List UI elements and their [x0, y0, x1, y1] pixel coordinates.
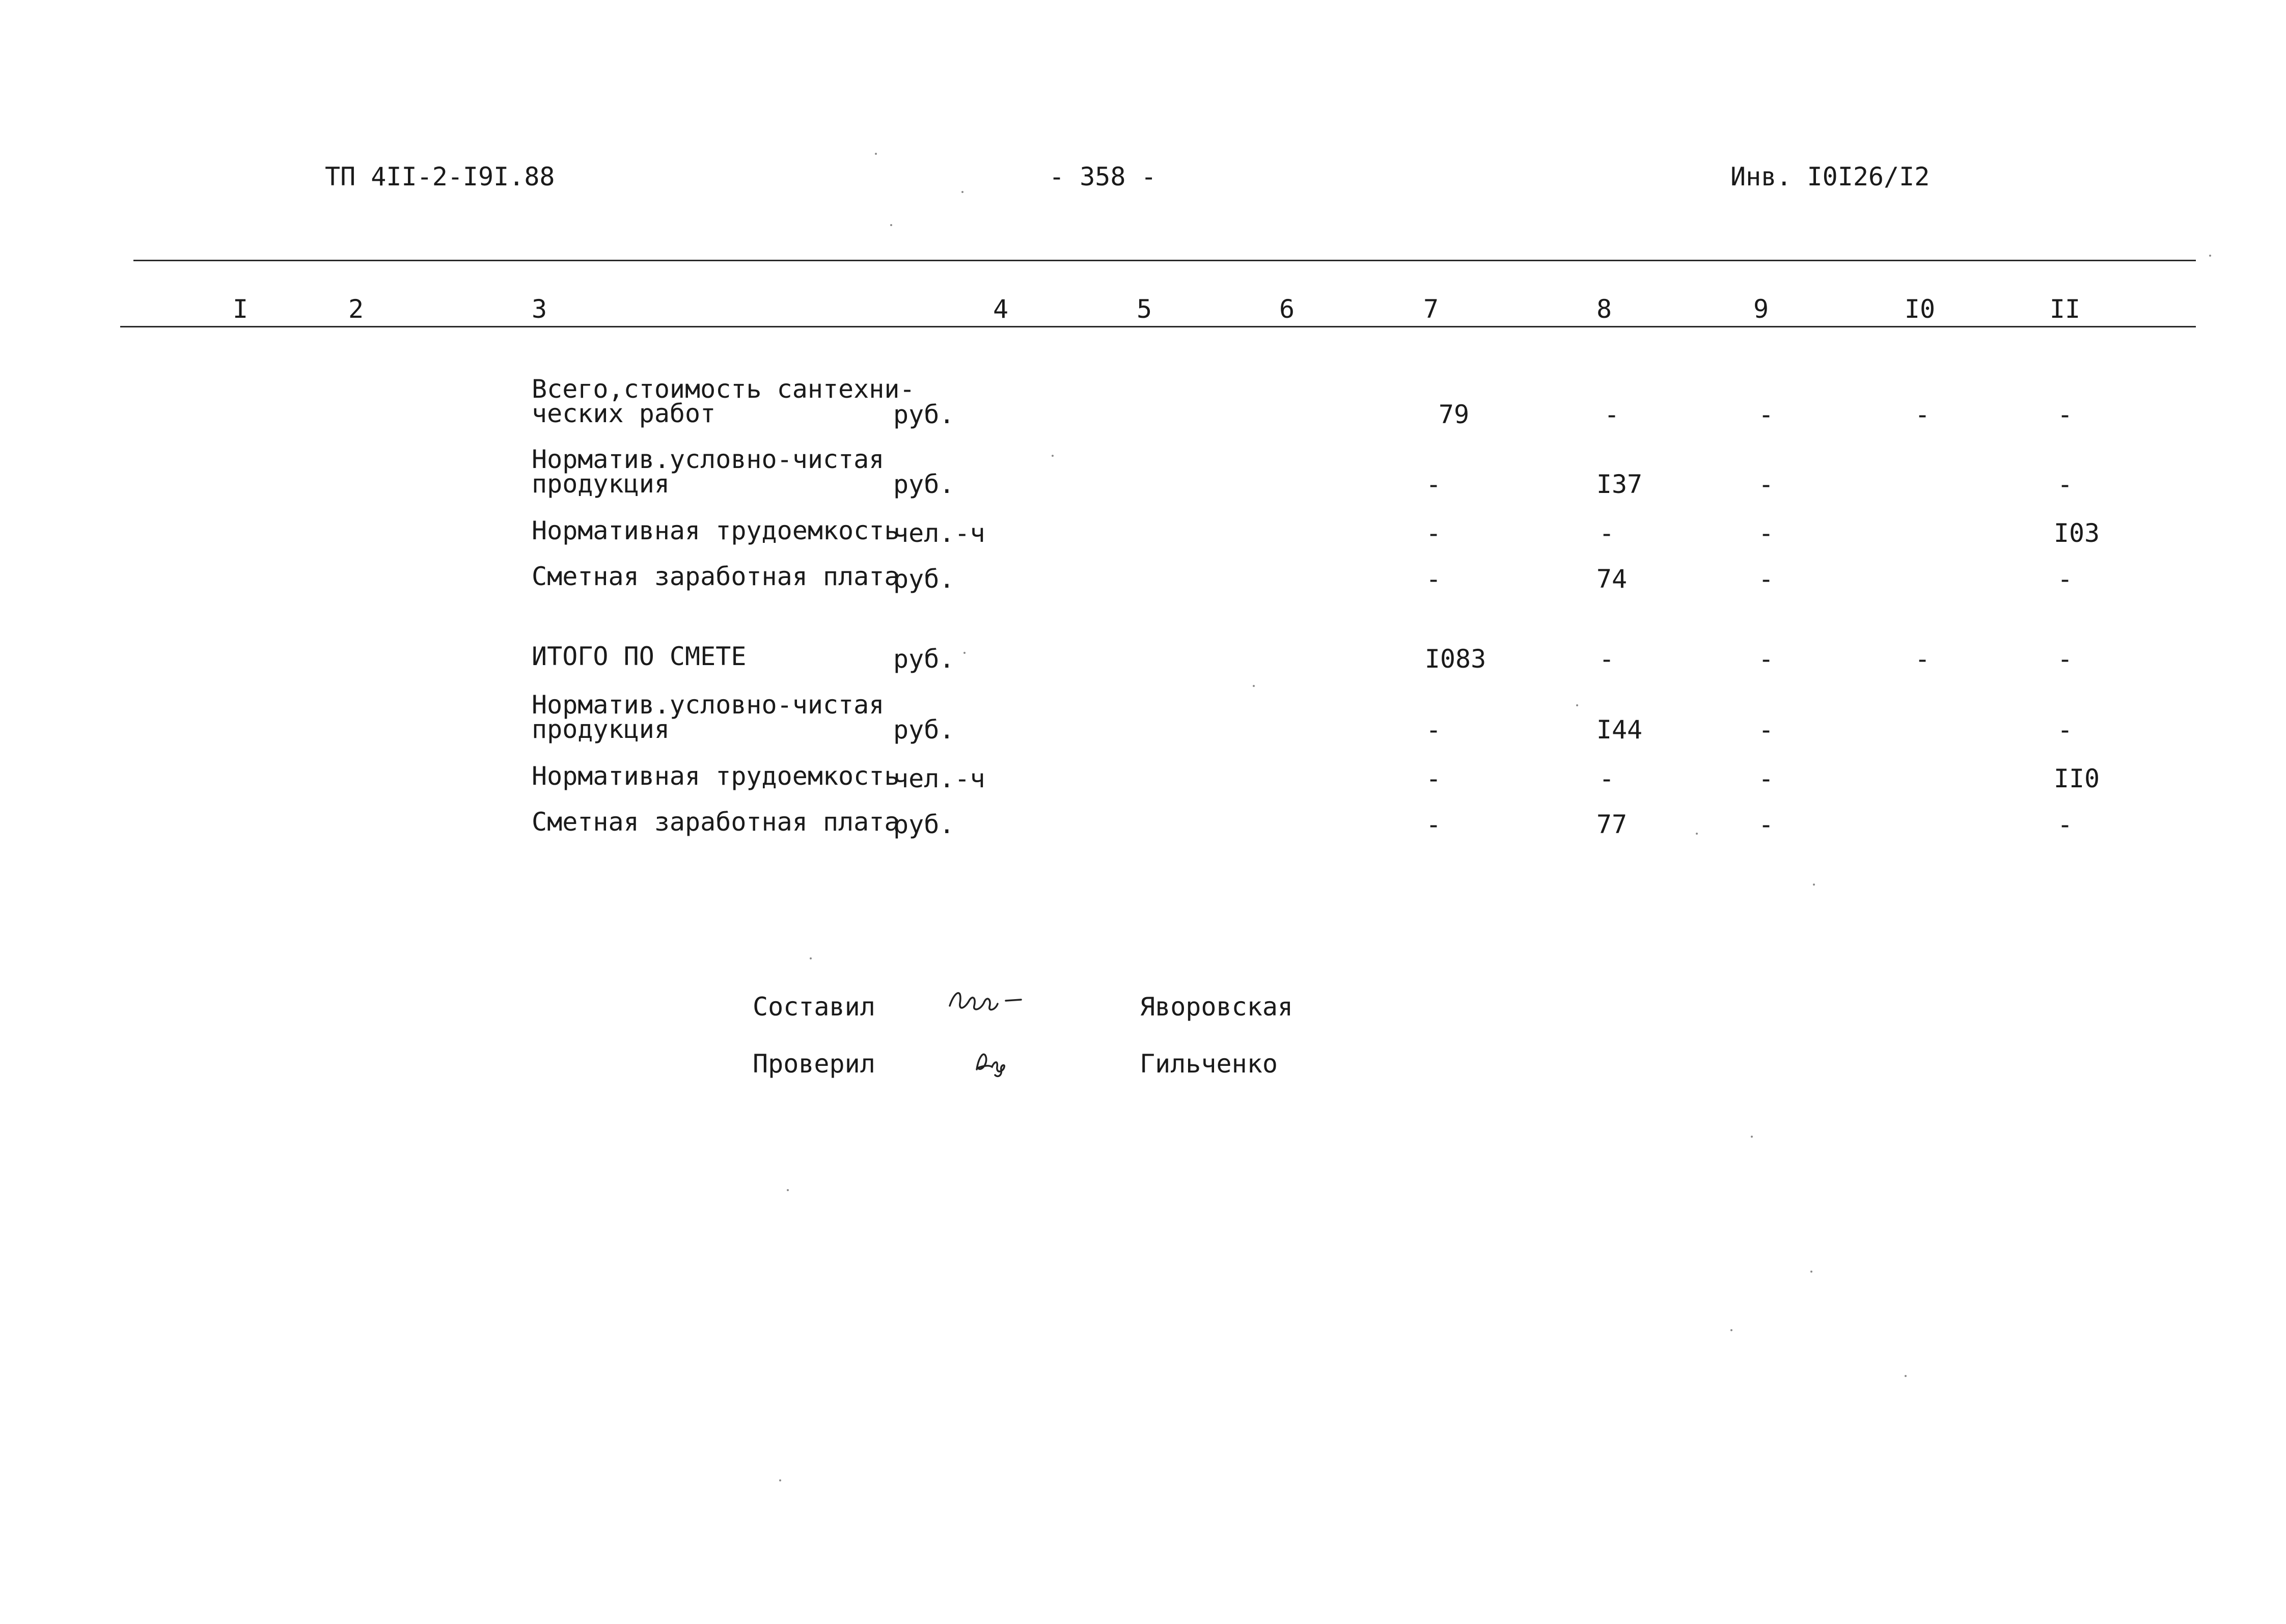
scan-speck	[875, 153, 877, 155]
handwritten-signature-icon	[945, 980, 1046, 1021]
cell-col11: -	[2057, 564, 2073, 594]
compiled-by-label: Составил	[753, 992, 875, 1022]
inventory-number: Инв. I0I26/I2	[1730, 162, 1930, 191]
scan-speck	[2209, 255, 2211, 257]
row-unit: чел.-ч	[893, 518, 985, 548]
row-unit: руб.	[893, 715, 955, 745]
cell-col8: -	[1599, 764, 1615, 793]
cell-col9: -	[1758, 764, 1774, 793]
row-label: Норматив.условно-чистая продукция	[532, 690, 885, 744]
cell-col8: -	[1599, 644, 1615, 674]
row-label: ИТОГО ПО СМЕТЕ	[532, 642, 747, 671]
cell-col7: -	[1425, 470, 1442, 499]
scan-speck	[1696, 833, 1698, 835]
cell-col7: -	[1425, 564, 1442, 594]
cell-col9: -	[1758, 470, 1774, 499]
row-label: Сметная заработная плата	[532, 562, 900, 591]
column-number: I	[232, 294, 249, 324]
checked-by-signature	[968, 1041, 1029, 1084]
row-label: Нормативная трудоемкость	[532, 761, 900, 791]
scan-speck	[961, 191, 963, 193]
cell-col10: -	[1914, 400, 1931, 429]
cell-col11: I03	[2053, 518, 2100, 548]
cell-col8: -	[1604, 400, 1620, 429]
cell-col8: -	[1599, 518, 1615, 548]
cell-col8: 74	[1596, 564, 1628, 594]
scan-speck	[787, 1189, 789, 1191]
scan-speck	[1253, 685, 1255, 687]
cell-col9: -	[1758, 400, 1774, 429]
cell-col9: -	[1758, 644, 1774, 674]
cell-col10: -	[1914, 644, 1931, 674]
cell-col7: 79	[1438, 400, 1470, 429]
column-number: 5	[1136, 294, 1152, 324]
column-number: 7	[1423, 294, 1439, 324]
cell-col7: -	[1425, 518, 1442, 548]
row-unit: чел.-ч	[893, 764, 985, 793]
row-unit: руб.	[893, 470, 955, 499]
column-number: 8	[1596, 294, 1612, 324]
cell-col11: -	[2057, 400, 2073, 429]
scan-speck	[1730, 1329, 1732, 1331]
row-unit: руб.	[893, 564, 955, 594]
column-number: 4	[993, 294, 1009, 324]
column-number: I0	[1904, 294, 1936, 324]
handwritten-signature-icon	[968, 1041, 1029, 1082]
cell-col9: -	[1758, 518, 1774, 548]
row-label: Норматив.условно-чистая продукция	[532, 445, 885, 499]
row-unit: руб.	[893, 400, 955, 429]
checked-by-name: Гильченко	[1140, 1049, 1278, 1079]
cell-col11: -	[2057, 470, 2073, 499]
cell-col8: 77	[1596, 810, 1628, 839]
row-unit: руб.	[893, 810, 955, 839]
scan-speck	[1810, 1271, 1812, 1273]
cell-col8: I37	[1596, 470, 1643, 499]
scan-speck	[890, 224, 892, 226]
cell-col9: -	[1758, 564, 1774, 594]
cell-col11: -	[2057, 715, 2073, 745]
cell-col11: -	[2057, 644, 2073, 674]
scan-speck	[963, 652, 966, 654]
scan-speck	[1576, 704, 1578, 706]
column-number: 2	[348, 294, 364, 324]
cell-col7: -	[1425, 764, 1442, 793]
table-header-rule	[120, 326, 2196, 327]
cell-col11: -	[2057, 810, 2073, 839]
row-unit: руб.	[893, 644, 955, 674]
page-number: - 358 -	[1049, 162, 1156, 191]
cell-col8: I44	[1596, 715, 1643, 745]
column-number: 6	[1279, 294, 1295, 324]
row-label: Всего,стоимость сантехни- ческих работ	[532, 374, 915, 428]
compiled-by-name: Яворовская	[1140, 992, 1293, 1022]
cell-col9: -	[1758, 715, 1774, 745]
scan-speck	[1751, 1136, 1753, 1138]
scan-speck	[810, 957, 812, 959]
column-number: II	[2049, 294, 2081, 324]
scan-speck	[1905, 1375, 1907, 1377]
checked-by-label: Проверил	[753, 1049, 875, 1079]
scan-speck	[1813, 884, 1815, 886]
column-number: 3	[531, 294, 547, 324]
cell-col7: -	[1425, 810, 1442, 839]
row-label: Нормативная трудоемкость	[532, 516, 900, 545]
cell-col7: I083	[1424, 644, 1486, 674]
cell-col7: -	[1425, 715, 1442, 745]
scan-speck	[779, 1479, 781, 1481]
compiled-by-signature	[945, 980, 1046, 1023]
row-label: Сметная заработная плата	[532, 807, 900, 837]
table-top-rule	[133, 260, 2196, 261]
cell-col11: II0	[2053, 764, 2100, 793]
document-code: ТП 4II-2-I9I.88	[325, 162, 555, 191]
column-number: 9	[1753, 294, 1769, 324]
scan-speck	[1052, 455, 1054, 457]
cell-col9: -	[1758, 810, 1774, 839]
